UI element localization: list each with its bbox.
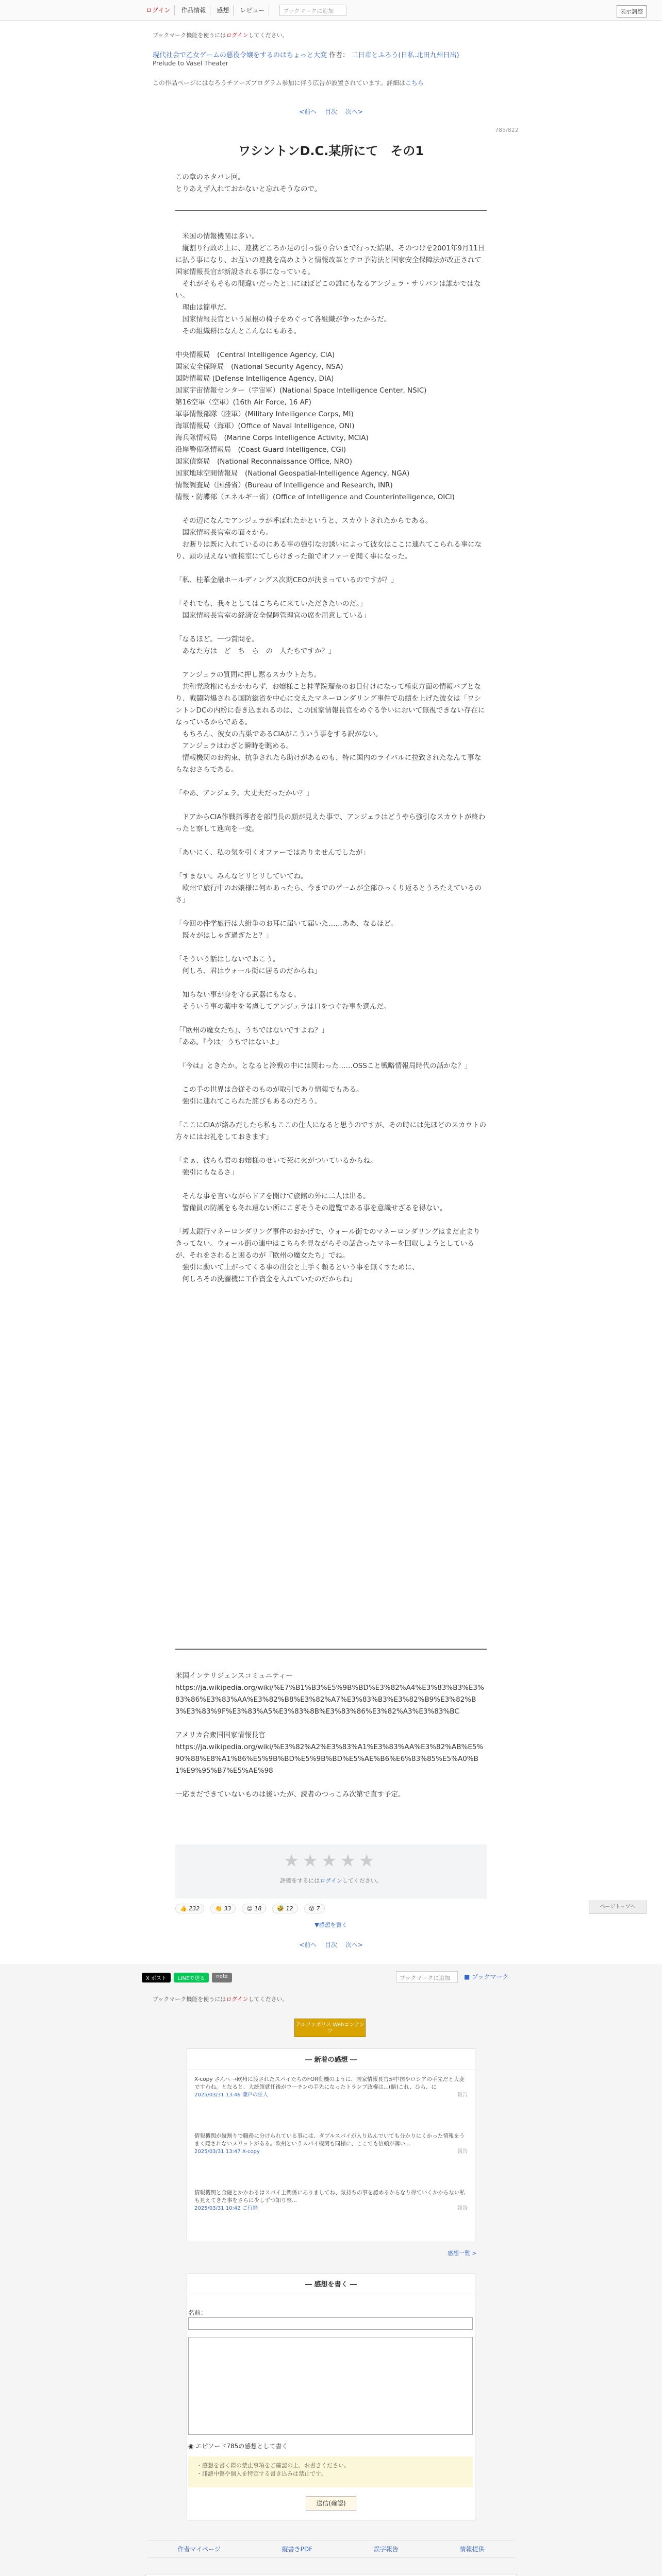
series-line	[153, 49, 459, 59]
paragraph: https://ja.wikipedia.org/wiki/%E7%B1%B3%E5%9B%BD%E3%82%A4%E3%83%B3%E3%83%86%E3%83%AA%E3%82%B8%E3%82%A7%E3%83%B3%E3%82%B9%E3%82%B3%E3%83%9F%E3%83%A5%E3%83%8B%E3%83%86%E3%82%A3%E3%83%BC	[175, 1684, 484, 1716]
footer-links	[147, 2540, 515, 2558]
warning-line: ・誹謗中傷や個人を特定する書き込みは禁止です。	[196, 2470, 327, 2477]
paragraph: 理由は簡単だ。	[175, 303, 231, 312]
paragraph	[175, 1179, 487, 1191]
bookmark-notice	[153, 1995, 288, 2003]
bookmark-add-input[interactable]: ブックマークに追加	[279, 5, 346, 16]
paragraph: 国家偵察局 (National Reconnaissance Office, NRO)	[175, 457, 352, 466]
paragraph	[175, 1777, 487, 1789]
paragraph	[175, 1072, 487, 1084]
paragraph	[175, 563, 487, 574]
paragraph: 「そういう話はしないでおこう。	[175, 955, 280, 963]
name-label: 名前：	[188, 2309, 207, 2316]
reaction-smile[interactable]	[242, 1904, 266, 1913]
paragraph	[175, 1048, 487, 1060]
paragraph: 既々がはしゃぎ過ぎたと？」	[175, 931, 273, 940]
next-link[interactable]: 次へ>	[345, 1941, 363, 1948]
paragraph: 知らない事が身を守る武器にもなる。	[175, 991, 301, 999]
info-link[interactable]: 情報提供	[459, 2546, 485, 2553]
warning-line: ・感想を書く際の禁止事項をご確認の上、お書きください。	[196, 2462, 350, 2469]
paragraph: 「縛太銀行マネーロンダリング事件のおかげで、ウォール街でのマネーロンダリングはまだ止まりきってない。ウォール街の連中はこちらを見ながらその話合ったマネーを回収しようとしているが、それをされると困るのが『欧州の魔女たち』でね。	[175, 1228, 481, 1260]
divider	[175, 210, 487, 211]
paragraph: 「それでも、我々としてはこちらに来ていただきたいのだ。」	[175, 600, 367, 608]
share-note-button[interactable]: note	[212, 1973, 232, 1982]
impression-item	[194, 2076, 468, 2099]
paragraph: 「『欧州の魔女たち』、うちではないですよね？」	[175, 1026, 328, 1035]
paragraph	[175, 977, 487, 989]
paragraph: 縦割り行政の上に、連携どころか足の引っ張り合いまで行った結果、そのつけを2001年9月11日に払う事になり、お互いの連携を高めようと情報改革とテロ予防法と国家安全保障法が改正されて国家情報長官が新設される事になっている。	[175, 244, 485, 276]
reaction-count: 33	[224, 1905, 231, 1912]
notice-login-link[interactable]: ログイン	[226, 1996, 249, 2003]
reaction-clap[interactable]	[210, 1904, 236, 1913]
paragraph: 国家情報長官室の経済安全保障管理官の席を用意している」	[175, 612, 370, 620]
paragraph: 情報機関のお約束、抗争されたら助けがあるのも、特に国内のライバルに拉致されたなんて事ならなおさらである。	[175, 754, 482, 774]
paragraph: 第16空軍（空軍）(16th Air Force, 16 AF)	[175, 398, 311, 406]
report-link[interactable]: 報告	[457, 2206, 468, 2211]
paragraph: 「今回の件学旅行は大紛争のお耳に届いて届いた……ああ、なるほど。	[175, 920, 398, 928]
foreword	[175, 172, 487, 195]
episode-checkbox-label: エピソード785の感想として書く	[195, 2443, 288, 2450]
paragraph: 共和党政権にもかかわらず、お嬢様こと桂華院瑠奈のお目付けになって極東方面の情報バブとなり、戦闘防爆される国防総省を中心に交えたマネーロンダリング事件で功績を上げた彼女は「ワシントンDCの内紛に巻き込まれるのは、この国家情報長官をめぐる争いにおいて無視できない存在になっているからである。	[175, 683, 485, 726]
radio-icon: ◉	[188, 2443, 194, 2450]
impression-date: 2025/03/31 13:47	[194, 2149, 241, 2155]
clap-icon: 👏	[215, 1905, 222, 1912]
paragraph: 「ああ。『今は』うちではないよ」	[175, 1038, 283, 1046]
paragraph: 海軍情報局（海軍）(Office of Naval Intelligence, ONI)	[175, 422, 355, 430]
impression-user[interactable]: X-copy	[242, 2149, 260, 2155]
reaction-bar	[175, 1904, 325, 1913]
paragraph	[175, 942, 487, 954]
rating-text: 評価をするには	[280, 1877, 320, 1884]
rating-login-link[interactable]: ログイン	[320, 1877, 342, 1884]
paragraph	[175, 776, 487, 788]
episode-title: ワシントンD.C.某所にて その1	[238, 144, 424, 158]
afterword	[175, 1670, 487, 1801]
notice-text: ブックマーク機能を使うには	[153, 32, 226, 39]
chapter-subtitle: Prelude to Vasel Theater	[153, 60, 228, 67]
bottom-pager	[0, 1940, 662, 1949]
paragraph: とりあえず入れておかないと忘れそうなので。	[175, 185, 322, 193]
index-link[interactable]: 目次	[324, 108, 337, 115]
legal-notice	[145, 2574, 517, 2576]
paragraph: 「やあ、アンジェラ。大丈夫だったかい？」	[175, 789, 313, 798]
paragraph: 国家地球空間情報局 (National Geospatial-Intelligence Agency, NGA)	[175, 469, 410, 478]
paragraph: この章のネタバレ回。	[175, 173, 245, 181]
paragraph: その辺になんでアンジェラが呼ばれたかというと、スカウトされたからである。	[175, 517, 433, 525]
paragraph	[175, 1143, 487, 1155]
paragraph: アンジェラはわざと瞬時を眺める。	[175, 742, 293, 750]
paragraph: お断りは既に入れているのにある事の強引なお誘いによって彼女はここに連れてこられる事になり、頭の見えない面接室にてしらけきった顔でオファーを聞く事になった。	[175, 540, 482, 561]
notice-login-link[interactable]: ログイン	[226, 32, 249, 39]
paragraph: 国家宇宙情報センター（宇宙軍）(National Space Intelligence Center, NSIC)	[175, 386, 427, 395]
typo-report-link[interactable]: 誤字報告	[373, 2546, 399, 2553]
affiliate-link[interactable]: こちら	[405, 79, 424, 87]
paragraph: 米国の情報機関は多い。	[175, 232, 259, 241]
notice-text: ブックマーク機能を使うには	[153, 1996, 226, 2003]
paragraph	[175, 622, 487, 634]
paragraph	[175, 835, 487, 847]
paragraph: 「私、桂華金融ホールディングス次期CEOが決まっているのですが？」	[175, 576, 398, 584]
paragraph: https://ja.wikipedia.org/wiki/%E3%82%A2%E3%83%A1%E3%83%AA%E3%82%AB%E5%90%88%E8%A1%86%E5%9B%BD%E5%9B%BD%E5%AE%B6%E6%83%85%E5%A0%B1%E9%95%B7%E5%AE%98	[175, 1743, 484, 1775]
story-body	[175, 231, 487, 1285]
paragraph: 国家情報長官という屋根の椅子をめぐって各組織が争ったからだ。	[175, 315, 391, 324]
affiliate-notice	[153, 78, 424, 87]
laugh-icon: 🤣	[277, 1905, 285, 1912]
paragraph: 欧州で旅行中のお嬢様に何かあったら、今までのゲームが全部ひっくり返るとうろたえているのさ」	[175, 884, 482, 904]
paragraph	[175, 859, 487, 871]
paragraph: 「あいにく、私の気を引くオファーではありませんでしたが」	[175, 849, 370, 857]
impression-date: 2025/03/31 13:46	[194, 2092, 241, 2098]
paragraph	[175, 657, 487, 669]
impression-user[interactable]: ご行経	[242, 2206, 258, 2211]
paragraph	[175, 1013, 487, 1025]
impression-item	[194, 2132, 468, 2156]
paragraph: 中央情報局 (Central Intelligence Agency, CIA)	[175, 351, 335, 359]
recent-impressions-title: ― 新着の感想 ―	[187, 2049, 475, 2070]
impression-user[interactable]: 潮戸の住人	[242, 2092, 268, 2098]
paragraph	[175, 906, 487, 918]
paragraph: 強引にもなるさ」	[175, 1168, 238, 1177]
author-label: 作者：	[329, 52, 350, 59]
reaction-laugh[interactable]	[272, 1904, 297, 1913]
impression-item	[194, 2189, 468, 2212]
paragraph: 『今は』ときたか。となると冷戦の中には関わった……OSSこと戦略情報局時代の話かな？」	[175, 1062, 472, 1070]
impressions-link[interactable]: 感想	[212, 5, 234, 15]
page-top-button[interactable]: ページトップへ	[589, 1901, 647, 1914]
index-link[interactable]: 目次	[324, 1941, 337, 1948]
paragraph: 「なるほど。一つ質問を。	[175, 635, 259, 643]
impression-date: 2025/03/31 10:42	[194, 2206, 241, 2211]
rating-text-end: してください。	[342, 1877, 382, 1884]
review-link[interactable]: レビュー	[236, 5, 269, 15]
top-nav	[142, 5, 269, 15]
share-line-button[interactable]: LINEで送る	[174, 1973, 209, 1982]
prev-link[interactable]: <前へ	[299, 1941, 317, 1948]
submit-button[interactable]: 送信(確認)	[306, 2496, 356, 2511]
paragraph: 情報調査局（国務省）(Bureau of Intelligence and Research, INR)	[175, 481, 393, 489]
paragraph: 軍事情報部隊（陸軍）(Military Intelligence Corps, MI)	[175, 410, 354, 418]
work-info-link[interactable]: 作品情報	[177, 5, 210, 15]
paragraph	[175, 337, 487, 349]
thumbs-up-icon: 👍	[180, 1905, 187, 1912]
reaction-count: 12	[286, 1905, 293, 1912]
notice-text-end: してください。	[248, 32, 288, 39]
author-link[interactable]: 二日市とふろう(日私.北田九州日出)	[351, 52, 459, 59]
reaction-count: 232	[189, 1905, 200, 1912]
top-pager	[0, 107, 662, 116]
paragraph	[175, 1718, 487, 1730]
name-input[interactable]	[188, 2317, 473, 2330]
divider	[175, 1649, 487, 1650]
paragraph: それがそもそもの間違いだったと口にほぼどこの誰にもなるアンジェラ・サリバンは誰かではない。	[175, 280, 481, 300]
bookmark-button[interactable]	[464, 1972, 508, 1981]
paragraph: 国家情報長官室の面々から。	[175, 529, 273, 537]
paragraph: 何しろその洗濯機に工作資金を入れていたのだからね」	[175, 1275, 356, 1283]
rating-message	[175, 1876, 487, 1885]
episode-checkbox[interactable]	[188, 2442, 288, 2450]
paragraph: この手の世界は合従そのものが取引であり情報でもある。	[175, 1086, 363, 1094]
paragraph: ドアからCIA作戦指導者を部門長の顔が見えた事で、アンジェラはどうやら強引なスカウトが終わったと察して進向を一変。	[175, 813, 486, 833]
rating-stars[interactable]: ★★★★★	[284, 1851, 378, 1871]
paragraph: その組織群はなんとこんなにもある。	[175, 327, 301, 335]
paragraph: 「まぁ、彼らも君のお嬢様のせいで死に火がついているからね。	[175, 1157, 377, 1165]
paragraph: アンジェラの質問に押し黙るスカウトたち。	[175, 671, 321, 679]
paragraph: 国家安全保障局 (National Security Agency, NSA)	[175, 363, 343, 371]
paragraph: 国防情報局 (Defense Intelligence Agency, DIA)	[175, 375, 334, 383]
login-link[interactable]: ログイン	[142, 5, 175, 15]
paragraph: 米国インテリジェンスコミュニティー	[175, 1672, 293, 1680]
bookmark-notice	[153, 31, 288, 39]
bookmark-label: ブックマーク	[472, 1973, 509, 1980]
impression-text: X-copy さんへ →欧州に渡されたスパイたちのFOR動機のように、国家情報長官が中国やロシアの手先だと大変ですわね。となると、大統領就任後がウーチンの手先になったトランプ政権は...(略)これ、ひら、に	[194, 2076, 465, 2090]
reaction-count: 7	[316, 1905, 320, 1912]
surprise-icon: 😮	[308, 1905, 315, 1912]
paragraph: 強引に連れてこられた詫びもあるのだろう。	[175, 1097, 322, 1106]
alphapolis-banner[interactable]: アルファポリス Webコンテンツ	[294, 2019, 366, 2037]
paragraph: 情報・防諜部（エネルギー省）(Office of Intelligence and Counterintelligence, OICI)	[175, 493, 455, 501]
paragraph	[175, 1108, 487, 1120]
paragraph: もちろん、彼女の古巣であるCIAがこういう事をする訳がない。	[175, 730, 383, 738]
paragraph	[175, 800, 487, 811]
paragraph	[175, 1214, 487, 1226]
paragraph: そんな事を言いながらドアを開けて旅館の外に二人は出る。	[175, 1192, 370, 1200]
bookmark-icon: ■	[464, 1973, 470, 1980]
write-impression-link[interactable]: ▼感想を書く	[315, 1922, 347, 1928]
paragraph: そういう事の薬中を考慮してアンジェラは口をつぐむ事を選んだ。	[175, 1003, 391, 1011]
impression-form-title: ― 感想を書く ―	[187, 2274, 475, 2294]
prev-link[interactable]: <前へ	[299, 108, 317, 115]
paragraph	[175, 586, 487, 598]
paragraph: あなた方は ど ち ら の 人たちですか？」	[175, 647, 336, 655]
paragraph: 海兵隊情報局 (Marine Corps Intelligence Activity, MCIA)	[175, 434, 369, 442]
reaction-good[interactable]	[175, 1904, 204, 1913]
reaction-count: 18	[254, 1905, 262, 1912]
paragraph: アメリカ合衆国国家情報長官	[175, 1731, 266, 1739]
paragraph: 強引に動いて上がってくる事の出会と上手く頼るという事を無くすために、	[175, 1263, 419, 1272]
next-link[interactable]: 次へ>	[345, 108, 363, 115]
rating-box	[175, 1844, 487, 1899]
paragraph: 沿岸警備隊情報局 (Coast Guard Intelligence, CGI)	[175, 446, 346, 454]
share-bar	[142, 1973, 232, 1982]
impression-list-link[interactable]: 感想一覧 >	[448, 2250, 477, 2257]
paragraph: 警備員の防護をも冬れ遠ない所にこぎそうその遊覧である事を意識せざるを得ない。	[175, 1204, 447, 1212]
paragraph: 「ここにCIAが絡みだしたら私もここの仕人になると思うのですが、その時には先ほどのスカウトの方々にはお礼をしておきます」	[175, 1121, 487, 1141]
paragraph: 「すまない。みんなピリピリしていてね。	[175, 872, 308, 880]
warning-box	[188, 2456, 473, 2487]
report-link[interactable]: 報告	[457, 2092, 468, 2098]
bookmark-add-input[interactable]: ブックマークに追加	[396, 1971, 458, 1982]
impression-textarea[interactable]	[188, 2337, 473, 2435]
top-bar	[0, 0, 662, 21]
impression-text: 情報機関と金融とかかわるはスパイ上関係にありましてね、気持ちの事を認めるからなり得ていくかからない私も見えてきた事をさらに少しずつ知り整...	[194, 2190, 465, 2204]
report-link[interactable]: 報告	[457, 2149, 468, 2155]
paragraph: 何しろ、君はウォール街に居るのだからね」	[175, 967, 321, 975]
series-title-link[interactable]: 現代社会で乙女ゲームの悪役令嬢をするのはちょっと大変	[153, 52, 327, 59]
affiliate-text: この作品ページにはなろうチアーズプログラム参加に伴う広告が設置されています。詳細は	[153, 79, 405, 87]
share-x-button[interactable]: X ポスト	[142, 1973, 171, 1982]
display-settings-button[interactable]: 表示調整	[617, 5, 647, 18]
author-page-link[interactable]: 作者マイページ	[177, 2546, 221, 2553]
paragraph	[175, 503, 487, 515]
reaction-surprise[interactable]	[304, 1904, 325, 1913]
recent-impressions-panel	[187, 2048, 475, 2242]
paragraph: 一応まだできていないものは後いたが、読者のつっこみ次第で直す予定。	[175, 1790, 405, 1799]
vertical-pdf-link[interactable]: 縦書きPDF	[282, 2546, 313, 2553]
episode-number: 785/822	[495, 127, 519, 133]
notice-text-end: してください。	[248, 1996, 288, 2003]
impression-text: 情報機関が縦割りで職務に分けられている事には、ダブルスパイが入り込んでいても分かりにくかった情報をうまく隠されないメリットがある。欧州というスパイ機関も同様に、ここでも信頼が薄い...	[194, 2133, 465, 2147]
smile-icon: 😊	[246, 1905, 253, 1912]
